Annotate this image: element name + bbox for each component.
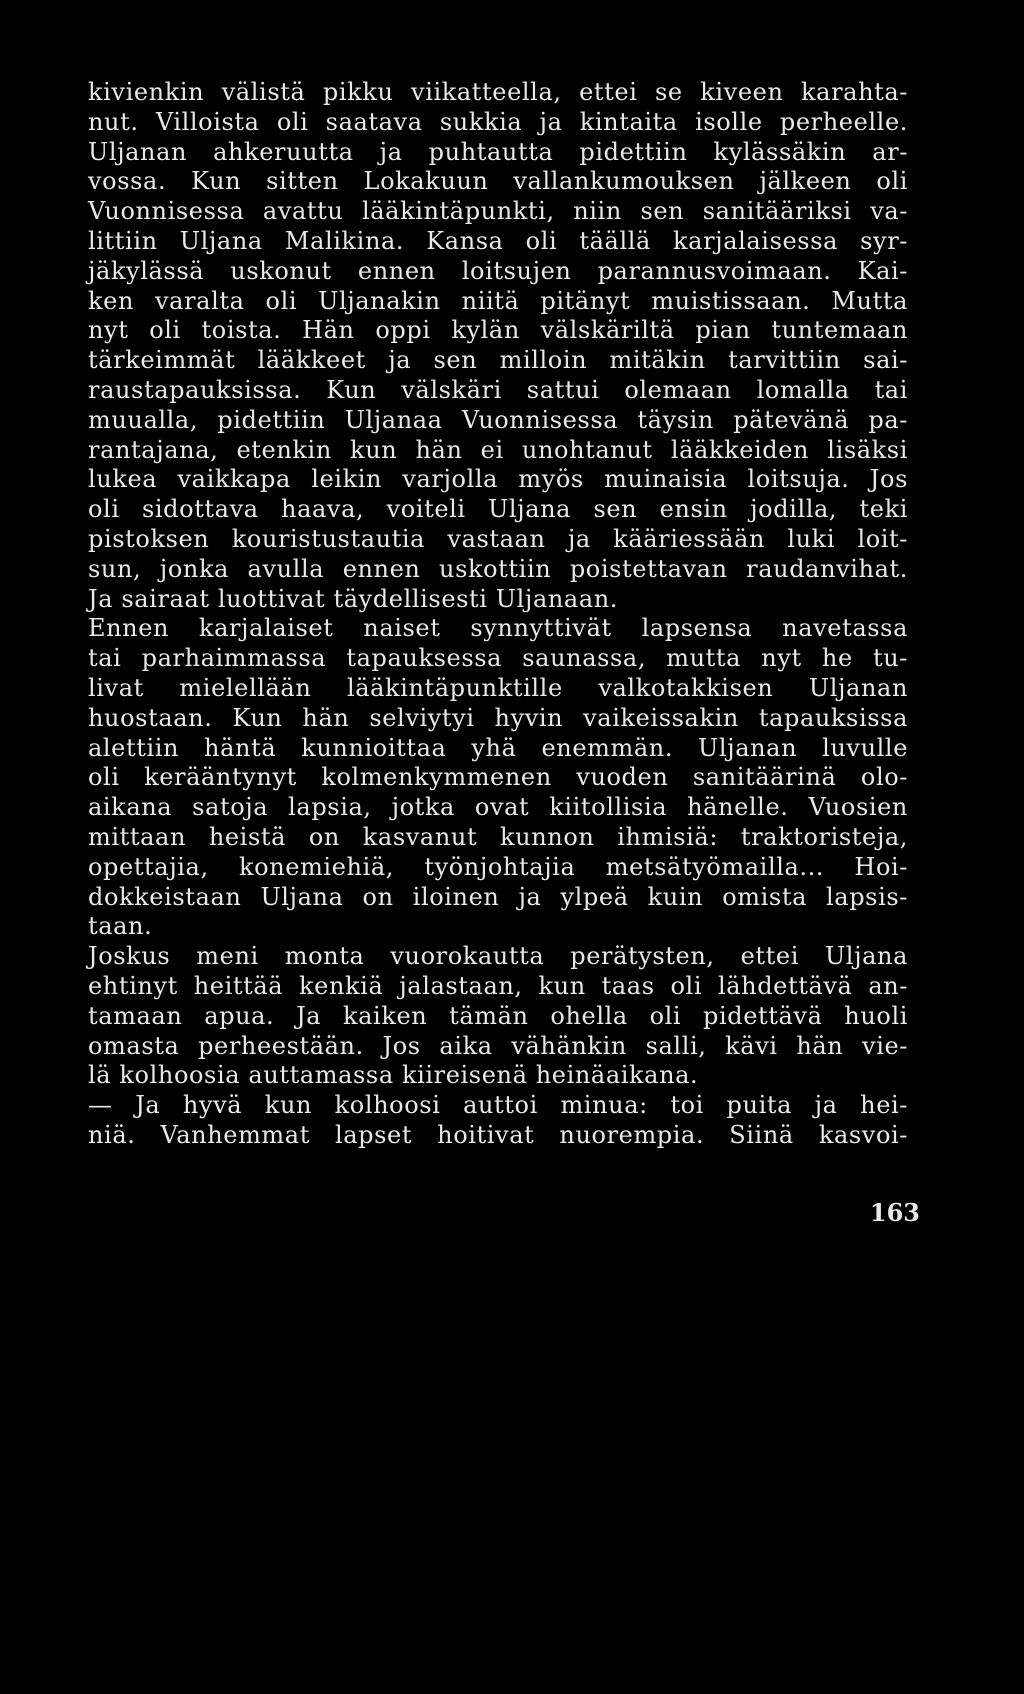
- body-text: [88, 78, 908, 1151]
- text-line: opettajia, konemiehiä, työnjohtajia metsätyömailla... Hoi-: [88, 852, 908, 881]
- text-line: alettiin häntä kunnioittaa yhä enemmän. Uljanan luvulle: [88, 733, 908, 762]
- text-line: ehtinyt heittää kenkiä jalastaan, kun taas oli lähdettävä an-: [88, 971, 908, 1000]
- text-line: mittaan heistä on kasvanut kunnon ihmisiä: traktoristeja,: [88, 822, 908, 851]
- text-line: Uljanan ahkeruutta ja puhtautta pidettiin kylässäkin ar-: [88, 137, 908, 166]
- text-line: vossa. Kun sitten Lokakuun vallankumouksen jälkeen oli: [88, 167, 908, 196]
- text-line: oli sidottava haava, voiteli Uljana sen ensin jodilla, teki: [88, 495, 908, 524]
- text-line: tai parhaimmassa tapauksessa saunassa, mutta nyt he tu-: [88, 644, 908, 673]
- text-line: pistoksen kouristustautia vastaan ja kääriessään luki loit-: [88, 524, 908, 553]
- text-line: nut. Villoista oli saatava sukkia ja kintaita isolle perheelle.: [88, 107, 908, 136]
- text-line: aikana satoja lapsia, jotka ovat kiitollisia hänelle. Vuosien: [88, 793, 908, 822]
- text-line: Ja sairaat luottivat täydellisesti Uljanaan.: [88, 584, 619, 613]
- page-number: 163: [869, 1198, 920, 1227]
- text-line: omasta perheestään. Jos aika vähänkin salli, kävi hän vie-: [88, 1031, 908, 1060]
- text-line: muualla, pidettiin Uljanaa Vuonnisessa täysin pätevänä pa-: [88, 405, 908, 434]
- text-line: nyt oli toista. Hän oppi kylän välskäriltä pian tuntemaan: [88, 316, 908, 345]
- text-line: tärkeimmät lääkkeet ja sen milloin mitäkin tarvittiin sai-: [88, 346, 908, 375]
- text-line: jäkylässä uskonut ennen loitsujen parannusvoimaan. Kai-: [88, 256, 908, 285]
- text-line: kivienkin välistä pikku viikatteella, ettei se kiveen karahta-: [88, 78, 908, 106]
- text-line: tamaan apua. Ja kaiken tämän ohella oli pidettävä huoli: [88, 1001, 908, 1030]
- text-line: rantajana, etenkin kun hän ei unohtanut lääkkeiden lisäksi: [88, 435, 908, 464]
- text-line: niä. Vanhemmat lapset hoitivat nuorempia. Siinä kasvoi-: [88, 1120, 908, 1149]
- text-line: raustapauksissa. Kun välskäri sattui olemaan lomalla tai: [88, 375, 908, 404]
- text-line: oli kerääntynyt kolmenkymmenen vuoden sanitäärinä olo-: [88, 763, 908, 792]
- text-line: sun, jonka avulla ennen uskottiin poistettavan raudanvihat.: [88, 554, 908, 583]
- text-line: lä kolhoosia auttamassa kiireisenä heinäaikana.: [88, 1061, 699, 1090]
- text-line: littiin Uljana Malikina. Kansa oli täällä karjalaisessa syr-: [88, 226, 908, 255]
- text-line: livat mielellään lääkintäpunktille valkotakkisen Uljanan: [88, 673, 908, 702]
- text-line: Joskus meni monta vuorokautta perätysten, ettei Uljana: [88, 942, 908, 971]
- text-line: lukea vaikkapa leikin varjolla myös muinaisia loitsuja. Jos: [88, 465, 908, 494]
- text-line: — Ja hyvä kun kolhoosi auttoi minua: toi puita ja hei-: [88, 1091, 908, 1120]
- text-line: huostaan. Kun hän selviytyi hyvin vaikeissakin tapauksissa: [88, 703, 908, 732]
- text-line: Ennen karjalaiset naiset synnyttivät lapsensa navetassa: [88, 614, 908, 643]
- text-line: ken varalta oli Uljanakin niitä pitänyt muistissaan. Mutta: [88, 286, 908, 315]
- text-line: taan.: [88, 912, 153, 941]
- text-line: dokkeistaan Uljana on iloinen ja ylpeä kuin omista lapsis-: [88, 882, 908, 911]
- text-line: Vuonnisessa avattu lääkintäpunkti, niin sen sanitääriksi va-: [88, 197, 908, 226]
